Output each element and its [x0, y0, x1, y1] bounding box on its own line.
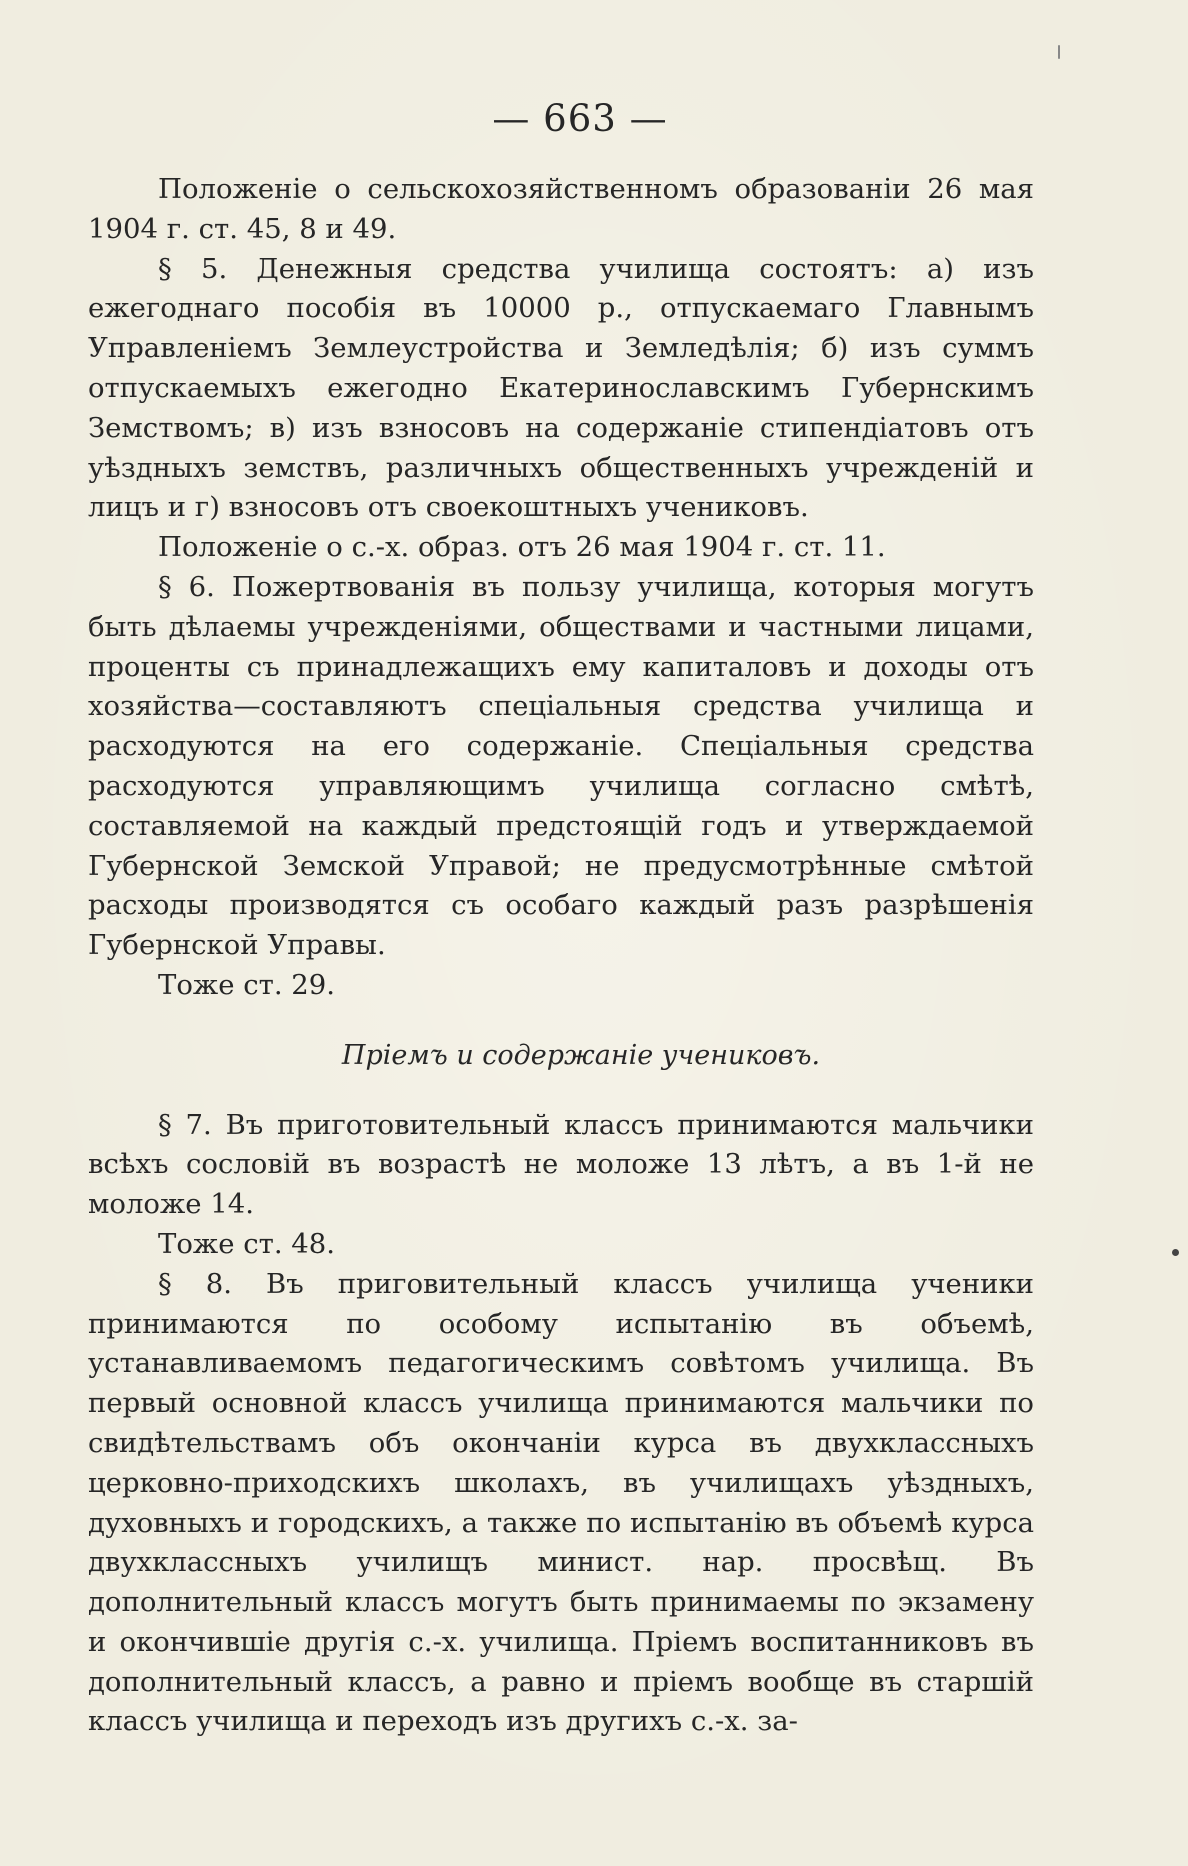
reference-paragraph: Тоже ст. 29. [158, 968, 336, 1001]
section-8-paragraph: § 8. Въ приговительный классъ училища ученики принимаются по особому испытанію въ объемѣ, устанавливаемомъ педагогическимъ совѣтомъ училища. Въ первый основной классъ училища принимаются мальчики по свидѣтельствамъ объ окончаніи курса въ двухклассныхъ церковно-приходскихъ школахъ, въ училищахъ уѣздныхъ, духовныхъ и городскихъ, а также по испытанію въ объемѣ курса двухклассныхъ училищъ минист. нар. просвѣщ. Въ дополнительный классъ могутъ быть принимаемы по экзамену и окончившіе другія с.-х. училища. Пріемъ воспитанниковъ въ дополнительный классъ, а равно и пріемъ вообще въ старшій классъ училища и переходъ изъ другихъ с.-х. за- [88, 1267, 1034, 1738]
ink-speck [1058, 45, 1060, 59]
section-heading: Пріемъ и содержаніе учениковъ. [341, 1039, 821, 1071]
body-text [88, 170, 1034, 1742]
reference-paragraph: Положеніе о сельскохозяйственномъ образованіи 26 мая 1904 г. ст. 45, 8 и 49. [88, 173, 1034, 245]
ink-speck [1172, 1249, 1179, 1256]
reference-paragraph: Положеніе о с.-х. образ. отъ 26 мая 1904 г. ст. 11. [158, 531, 886, 564]
section-7-paragraph: § 7. Въ приготовительный классъ принимаются мальчики всѣхъ сословій въ возрастѣ не моложе 13 лѣтъ, а въ 1-й не моложе 14. [88, 1108, 1034, 1221]
section-5-paragraph: § 5. Денежныя средства училища состоятъ: а) изъ ежегоднаго пособія въ 10000 р., отпускаемаго Главнымъ Управленіемъ Землеустройства и Земледѣлія; б) изъ суммъ отпускаемыхъ ежегодно Екатеринославскимъ Губернскимъ Земствомъ; в) изъ взносовъ на содержаніе стипендіатовъ отъ уѣздныхъ земствъ, различныхъ общественныхъ учрежденій и лицъ и г) взносовъ отъ своекоштныхъ учениковъ. [88, 252, 1034, 524]
reference-paragraph: Тоже ст. 48. [158, 1227, 336, 1260]
page-number: — 663 — [492, 97, 668, 140]
section-6-paragraph: § 6. Пожертвованія въ пользу училища, которыя могутъ быть дѣлаемы учрежденіями, обществами и частными лицами, проценты съ принадлежащихъ ему капиталовъ и доходы отъ хозяйства—составляютъ спеціальныя средства училища и расходуются на его содержаніе. Спеціальныя средства расходуются управляющимъ училища согласно смѣтѣ, составляемой на каждый предстоящій годъ и утверждаемой Губернской Земской Управой; не предусмотрѣнные смѣтой расходы производятся съ особаго каждый разъ разрѣшенія Губернской Управы. [88, 570, 1034, 962]
